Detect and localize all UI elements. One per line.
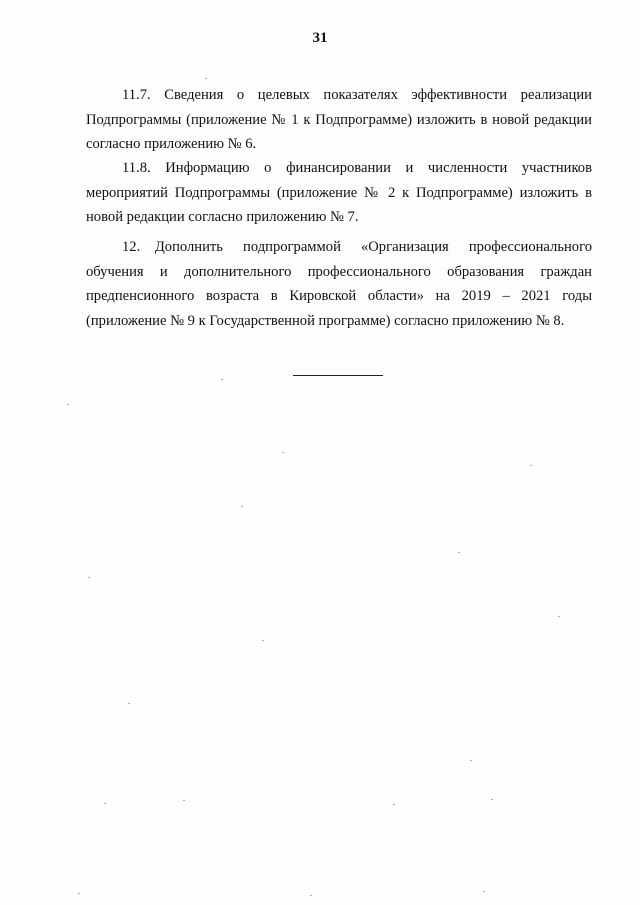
scan-speck [221,379,223,380]
scan-speck [262,640,264,641]
scan-speck [183,800,185,801]
scan-speck [491,799,493,800]
scan-speck [393,804,395,805]
scan-speck [282,452,284,453]
scan-speck [67,404,69,405]
scan-speck [128,703,130,704]
scan-speck [470,760,472,761]
scan-speck [104,803,106,804]
paragraph-11-7: 11.7. Сведения о целевых показателях эффективности реализации Подпрограммы (приложение № 1 к Подпрограмме) изложить в новой редакции согласно приложению № 6. [86,87,592,152]
page-number: 31 [312,30,328,46]
scan-speck [558,616,560,617]
scan-speck [88,577,90,578]
scan-speck [241,506,243,507]
section-divider-line [293,375,383,376]
paragraph-12: 12. Дополнить подпрограммой «Организация профессионального обучения и дополнительного профессионального образования граждан предпенсионного возраста в Кировской области» на 2019 – 2021 годы (приложение № 9 к Государственной программе) согласно приложению № 8. [86,239,592,329]
scan-speck [310,895,312,896]
scan-speck [205,78,207,79]
scan-speck [458,552,460,553]
scan-speck [78,893,80,894]
paragraph-11-8: 11.8. Информацию о финансировании и численности участников мероприятий Подпрограммы (приложение № 2 к Подпрограмме) изложить в новой редакции согласно приложению № 7. [86,160,592,225]
scan-speck [530,465,532,466]
scan-speck [483,891,485,892]
